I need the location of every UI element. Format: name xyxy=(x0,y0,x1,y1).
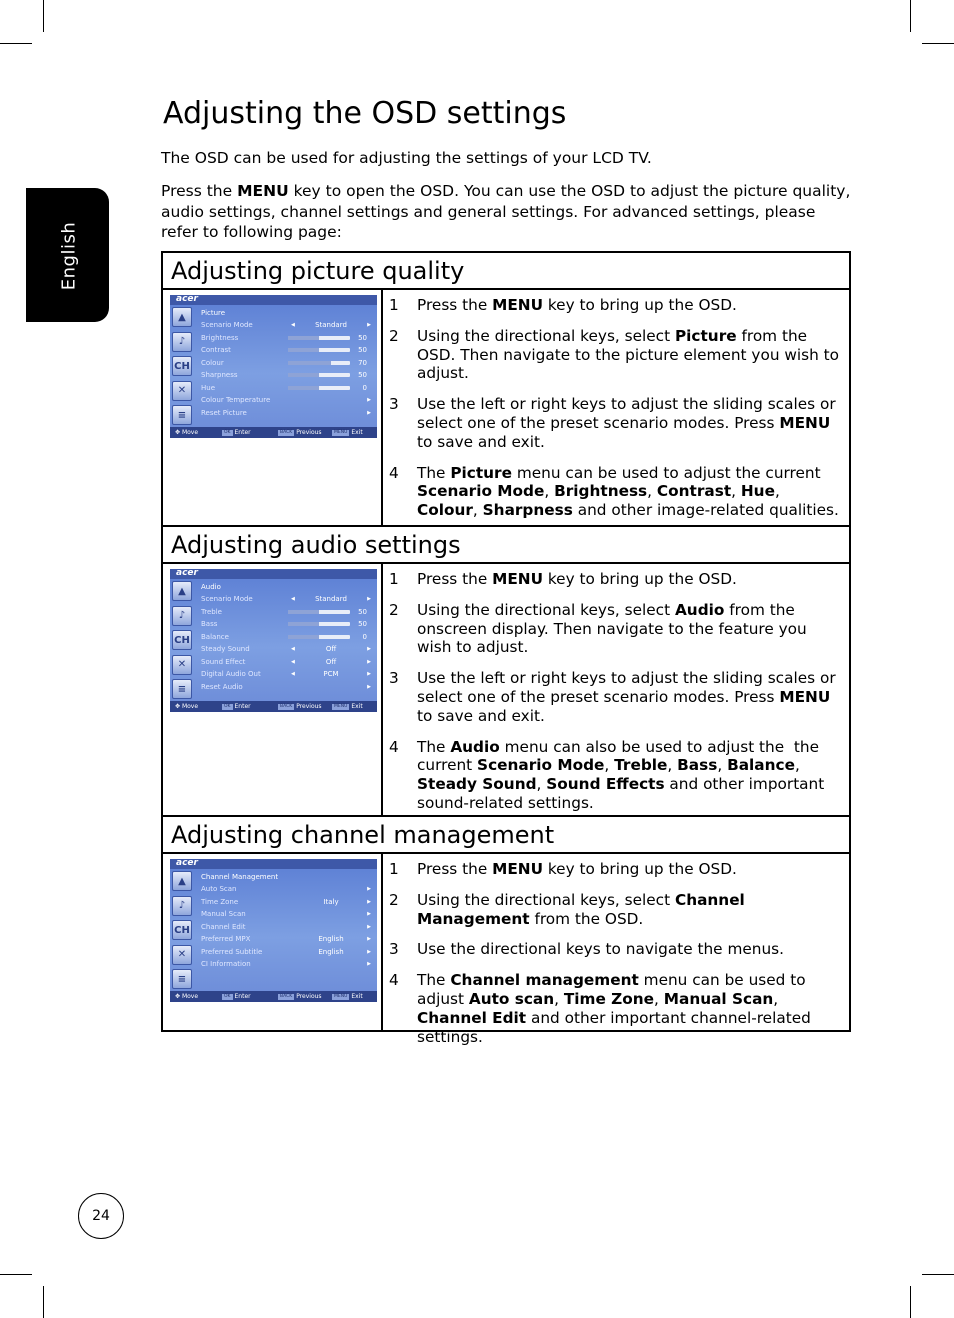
osd-menu-row xyxy=(198,946,373,959)
acer-logo: acer xyxy=(176,295,198,304)
chevron-right-icon: ▶ xyxy=(367,646,371,652)
step-number: 2 xyxy=(389,600,399,619)
step-number: 3 xyxy=(389,940,399,959)
osd-menu-row xyxy=(198,382,373,395)
osd-footer-enter xyxy=(222,701,251,712)
osd-footer-label: Exit xyxy=(351,429,363,436)
osd-row-label: Colour Temperature xyxy=(201,396,271,404)
osd-row-label: Brightness xyxy=(201,333,239,342)
move-arrows-icon: ✥ xyxy=(175,703,182,710)
osd-menu-row xyxy=(198,394,373,407)
step-text: The Picture menu can be used to adjust the current Scenario Mode, Brightness, Contrast, Hue, Colour, Sharpness and other image-related qualities. xyxy=(417,463,839,520)
chevron-right-icon: ▶ xyxy=(367,683,371,690)
section-audio-settings xyxy=(161,525,851,816)
osd-footer-label: Enter xyxy=(234,429,251,436)
list-icon: ≡ xyxy=(172,969,192,989)
intro-text: The OSD can be used for adjusting the settings of your LCD TV. xyxy=(161,149,652,167)
step-text: Using the directional keys, select Channel Management from the OSD. xyxy=(417,890,745,928)
crop-mark xyxy=(43,1286,44,1318)
osd-row-label: Bass xyxy=(201,620,218,628)
osd-menu xyxy=(198,307,373,419)
osd-row-number: 70 xyxy=(358,358,367,367)
step-text: Use the left or right keys to adjust the sliding scales or select one of the preset scenario modes. Press MENU to save and exit. xyxy=(417,395,836,451)
osd-menu-row xyxy=(198,656,373,669)
chevron-right-icon: ▶ xyxy=(367,658,371,665)
osd-row-label: Channel Edit xyxy=(201,922,246,931)
channel-icon: CH xyxy=(172,630,192,650)
osd-slider xyxy=(288,635,350,639)
chevron-left-icon: ◀ xyxy=(291,596,295,602)
osd-row-number: 50 xyxy=(358,346,367,354)
osd-header-bar xyxy=(170,859,377,869)
osd-slider-fill xyxy=(288,635,319,639)
step-item xyxy=(389,860,843,879)
step-number: 4 xyxy=(389,737,399,756)
osd-menu-row xyxy=(198,357,373,370)
chevron-right-icon: ▶ xyxy=(367,397,371,403)
menu-key-label: MENU xyxy=(237,182,289,200)
chevron-left-icon: ◀ xyxy=(291,658,295,665)
ok-key-icon: OK xyxy=(224,429,231,435)
step-text: Press the MENU key to bring up the OSD. xyxy=(417,296,737,314)
step-item xyxy=(389,940,843,959)
osd-row-value: Italy xyxy=(323,897,339,906)
osd-row-label: Auto Scan xyxy=(201,885,237,893)
osd-row-label: Colour xyxy=(201,358,224,367)
step-number: 1 xyxy=(389,860,399,878)
picture-icon: ▲ xyxy=(172,581,192,601)
osd-slider-fill xyxy=(288,348,319,352)
osd-menu-row xyxy=(198,681,373,694)
language-tab xyxy=(26,188,109,322)
crop-mark xyxy=(0,1274,32,1275)
step-text: Using the directional keys, select Audio from the onscreen display. Then navigate to the feature you wish to adjust. xyxy=(417,600,807,657)
osd-footer-move xyxy=(175,701,198,712)
menu-key-icon: MENU xyxy=(334,429,348,435)
osd-row-value: PCM xyxy=(323,670,339,678)
osd-row-label: Preferred MPX xyxy=(201,935,251,943)
osd-footer-label: Previous xyxy=(296,703,322,710)
osd-row-label: Reset Audio xyxy=(201,682,243,691)
step-text: Use the left or right keys to adjust the sliding scales or select one of the preset scenario modes. Press MENU to save and exit. xyxy=(417,669,836,725)
osd-row-label: Time Zone xyxy=(201,897,239,906)
osd-menu-row xyxy=(198,606,373,619)
osd-footer-bar xyxy=(170,991,377,1002)
osd-menu-row xyxy=(198,631,373,644)
osd-footer-enter xyxy=(222,427,251,438)
chevron-right-icon: ▶ xyxy=(367,923,371,930)
step-item xyxy=(389,891,843,929)
list-icon: ≡ xyxy=(172,405,192,425)
osd-menu-row xyxy=(198,921,373,934)
osd-footer-previous xyxy=(278,991,322,1002)
osd-row-label: Reset Picture xyxy=(201,408,247,417)
osd-header-bar xyxy=(170,295,377,305)
setup-icon: ✕ xyxy=(172,655,192,675)
osd-menu-title: Audio xyxy=(201,583,221,591)
osd-footer-bar xyxy=(170,427,377,438)
osd-menu-row xyxy=(198,344,373,357)
chevron-right-icon: ▶ xyxy=(367,886,371,892)
step-number: 1 xyxy=(389,570,399,588)
step-number: 3 xyxy=(389,395,399,414)
setup-icon: ✕ xyxy=(172,945,192,965)
chevron-left-icon: ◀ xyxy=(291,646,295,652)
osd-header-bar xyxy=(170,569,377,579)
back-key-icon: BACK xyxy=(280,993,293,999)
osd-slider xyxy=(288,336,350,340)
osd-footer-label: Previous xyxy=(296,993,322,1000)
step-text: The Channel management menu can be used to adjust Auto scan, Time Zone, Manual Scan, Channel Edit and other important channel-related settings. xyxy=(417,971,811,1046)
menu-key-icon: MENU xyxy=(334,993,348,999)
osd-menu-row xyxy=(198,618,373,631)
page-number: 24 xyxy=(78,1193,124,1239)
osd-row-label: Steady Sound xyxy=(201,645,250,653)
osd-footer-previous xyxy=(278,701,322,712)
osd-menu-title: Picture xyxy=(201,309,226,317)
osd-screenshot-cell xyxy=(163,290,383,526)
section-heading: Adjusting audio settings xyxy=(163,525,849,564)
osd-slider-fill xyxy=(288,386,319,390)
step-item xyxy=(389,738,843,813)
osd-row-number: 50 xyxy=(358,333,367,342)
back-key-icon: BACK xyxy=(280,703,293,709)
chevron-right-icon: ▶ xyxy=(367,898,371,905)
section-heading: Adjusting picture quality xyxy=(163,251,849,290)
press-paragraph xyxy=(161,181,851,243)
back-key-icon: BACK xyxy=(280,429,293,435)
osd-menu-row xyxy=(198,407,373,420)
osd-footer-label: Exit xyxy=(351,703,363,710)
osd-menu-row xyxy=(198,896,373,909)
osd-menu-row xyxy=(198,319,373,332)
osd-slider xyxy=(288,348,350,352)
crop-mark xyxy=(43,0,44,32)
chevron-right-icon: ▶ xyxy=(367,322,371,328)
osd-row-label: Balance xyxy=(201,632,229,641)
osd-row-value: Off xyxy=(325,657,337,666)
osd-row-number: 0 xyxy=(362,383,367,392)
chevron-right-icon: ▶ xyxy=(367,671,371,677)
steps-list xyxy=(383,854,849,1046)
osd-footer-previous xyxy=(278,427,322,438)
osd-row-number: 50 xyxy=(358,607,367,616)
step-number: 2 xyxy=(389,890,399,909)
osd-row-label: Sharpness xyxy=(201,371,238,379)
osd-row-label: Scenario Mode xyxy=(201,321,253,329)
osd-menu-row xyxy=(198,958,373,971)
osd-row-label: Digital Audio Out xyxy=(201,670,261,678)
osd-slider-fill xyxy=(288,610,319,614)
step-text: Use the directional keys to navigate the menus. xyxy=(417,940,784,959)
audio-icon: ♪ xyxy=(172,332,192,352)
crop-mark xyxy=(0,43,32,44)
ok-key-icon: OK xyxy=(224,993,231,999)
osd-footer-label: Enter xyxy=(234,993,251,1000)
osd-footer-move xyxy=(175,991,198,1002)
step-text: Press the MENU key to bring up the OSD. xyxy=(417,570,737,588)
channel-icon: CH xyxy=(172,356,192,376)
osd-menu-row xyxy=(198,668,373,681)
osd-row-label: Hue xyxy=(201,383,216,392)
osd-footer-label: Move xyxy=(181,993,199,1000)
step-text: The Audio menu can also be used to adjust the the current Scenario Mode, Treble, Bass, Balance, Steady Sound, Sound Effects and other important sound-related settings. xyxy=(417,737,825,812)
osd-footer-label: Enter xyxy=(234,703,251,710)
osd-footer-exit xyxy=(332,991,363,1002)
osd-slider xyxy=(288,361,350,365)
osd-menu xyxy=(198,871,373,971)
step-item xyxy=(389,971,843,1046)
osd-footer-label: Move xyxy=(181,703,199,710)
osd-menu xyxy=(198,581,373,693)
step-number: 1 xyxy=(389,296,399,314)
osd-screenshot xyxy=(170,295,377,438)
osd-slider xyxy=(288,622,350,626)
step-number: 4 xyxy=(389,463,399,482)
osd-row-label: Preferred Subtitle xyxy=(201,947,263,956)
osd-row-value: Off xyxy=(325,645,337,653)
press-after: key to open the OSD. You can use the OSD to adjust the picture quality, audio settings, channel settings and general settings. For advanced settings, please refer to following page: xyxy=(161,182,851,241)
osd-footer-label: Exit xyxy=(351,993,363,1000)
osd-row-label: Manual Scan xyxy=(201,910,246,918)
osd-screenshot-cell xyxy=(163,854,383,1030)
osd-slider-fill xyxy=(288,622,319,626)
step-number: 3 xyxy=(389,669,399,688)
move-arrows-icon: ✥ xyxy=(175,429,182,436)
osd-icon-column xyxy=(172,307,194,430)
section-heading: Adjusting channel management xyxy=(163,815,849,854)
section-channel-management xyxy=(161,815,851,1046)
acer-logo: acer xyxy=(176,859,198,868)
audio-icon: ♪ xyxy=(172,896,192,916)
osd-slider xyxy=(288,386,350,390)
move-arrows-icon: ✥ xyxy=(175,993,182,1000)
chevron-right-icon: ▶ xyxy=(367,911,371,917)
step-text: Press the MENU key to bring up the OSD. xyxy=(417,860,737,878)
osd-slider-fill xyxy=(288,373,319,377)
chevron-left-icon: ◀ xyxy=(291,671,295,677)
language-label: English xyxy=(58,221,80,291)
ok-key-icon: OK xyxy=(224,703,231,709)
steps-list xyxy=(383,564,849,816)
osd-menu-row xyxy=(198,933,373,946)
osd-menu-title: Channel Management xyxy=(201,873,279,881)
crop-mark xyxy=(910,0,911,32)
osd-icon-column xyxy=(172,871,194,994)
steps-list xyxy=(383,290,849,526)
osd-row-label: CI Information xyxy=(201,960,251,968)
osd-menu-row xyxy=(198,908,373,921)
osd-menu-row xyxy=(198,643,373,656)
step-text: Using the directional keys, select Picture from the OSD. Then navigate to the picture element you wish to adjust. xyxy=(417,326,840,383)
osd-slider xyxy=(288,610,350,614)
osd-slider xyxy=(288,373,350,377)
chevron-right-icon: ▶ xyxy=(367,948,371,955)
acer-logo: acer xyxy=(176,569,198,578)
setup-icon: ✕ xyxy=(172,381,192,401)
step-item xyxy=(389,669,843,725)
osd-footer-enter xyxy=(222,991,251,1002)
osd-menu-row xyxy=(198,332,373,345)
step-item xyxy=(389,395,843,451)
menu-key-icon: MENU xyxy=(334,703,348,709)
osd-row-label: Contrast xyxy=(201,346,231,354)
osd-row-value: English xyxy=(318,947,344,956)
list-icon: ≡ xyxy=(172,679,192,699)
crop-mark xyxy=(922,43,954,44)
osd-slider-fill xyxy=(288,361,331,365)
audio-icon: ♪ xyxy=(172,606,192,626)
chevron-right-icon: ▶ xyxy=(367,409,371,416)
picture-icon: ▲ xyxy=(172,307,192,327)
osd-row-value: English xyxy=(318,935,344,943)
step-number: 2 xyxy=(389,326,399,345)
osd-row-label: Scenario Mode xyxy=(201,595,253,603)
osd-row-label: Treble xyxy=(201,607,222,616)
press-before: Press the xyxy=(161,182,238,200)
osd-footer-exit xyxy=(332,701,363,712)
osd-slider-fill xyxy=(288,336,319,340)
osd-screenshot xyxy=(170,859,377,1002)
step-item xyxy=(389,464,843,520)
osd-footer-label: Move xyxy=(181,429,199,436)
step-item xyxy=(389,327,843,383)
osd-menu-row xyxy=(198,883,373,896)
page-title: Adjusting the OSD settings xyxy=(163,96,567,131)
osd-menu-row xyxy=(198,593,373,606)
picture-icon: ▲ xyxy=(172,871,192,891)
osd-footer-move xyxy=(175,427,198,438)
osd-row-value: Standard xyxy=(315,595,347,603)
step-item xyxy=(389,296,843,315)
osd-row-label: Sound Effect xyxy=(201,657,246,666)
osd-footer-exit xyxy=(332,427,363,438)
osd-row-number: 50 xyxy=(358,620,367,628)
section-picture-quality xyxy=(161,251,851,526)
osd-icon-column xyxy=(172,581,194,704)
osd-row-value: Standard xyxy=(315,321,347,329)
step-item xyxy=(389,601,843,657)
osd-row-number: 0 xyxy=(362,632,367,641)
chevron-left-icon: ◀ xyxy=(291,322,295,328)
osd-footer-bar xyxy=(170,701,377,712)
step-number: 4 xyxy=(389,971,399,990)
osd-screenshot-cell xyxy=(163,564,383,816)
osd-screenshot xyxy=(170,569,377,712)
osd-row-number: 50 xyxy=(358,371,367,379)
osd-footer-label: Previous xyxy=(296,429,322,436)
step-item xyxy=(389,570,843,589)
channel-icon: CH xyxy=(172,920,192,940)
chevron-right-icon: ▶ xyxy=(367,936,371,942)
osd-menu-row xyxy=(198,369,373,382)
chevron-right-icon: ▶ xyxy=(367,961,371,967)
chevron-right-icon: ▶ xyxy=(367,596,371,602)
crop-mark xyxy=(922,1274,954,1275)
crop-mark xyxy=(910,1286,911,1318)
